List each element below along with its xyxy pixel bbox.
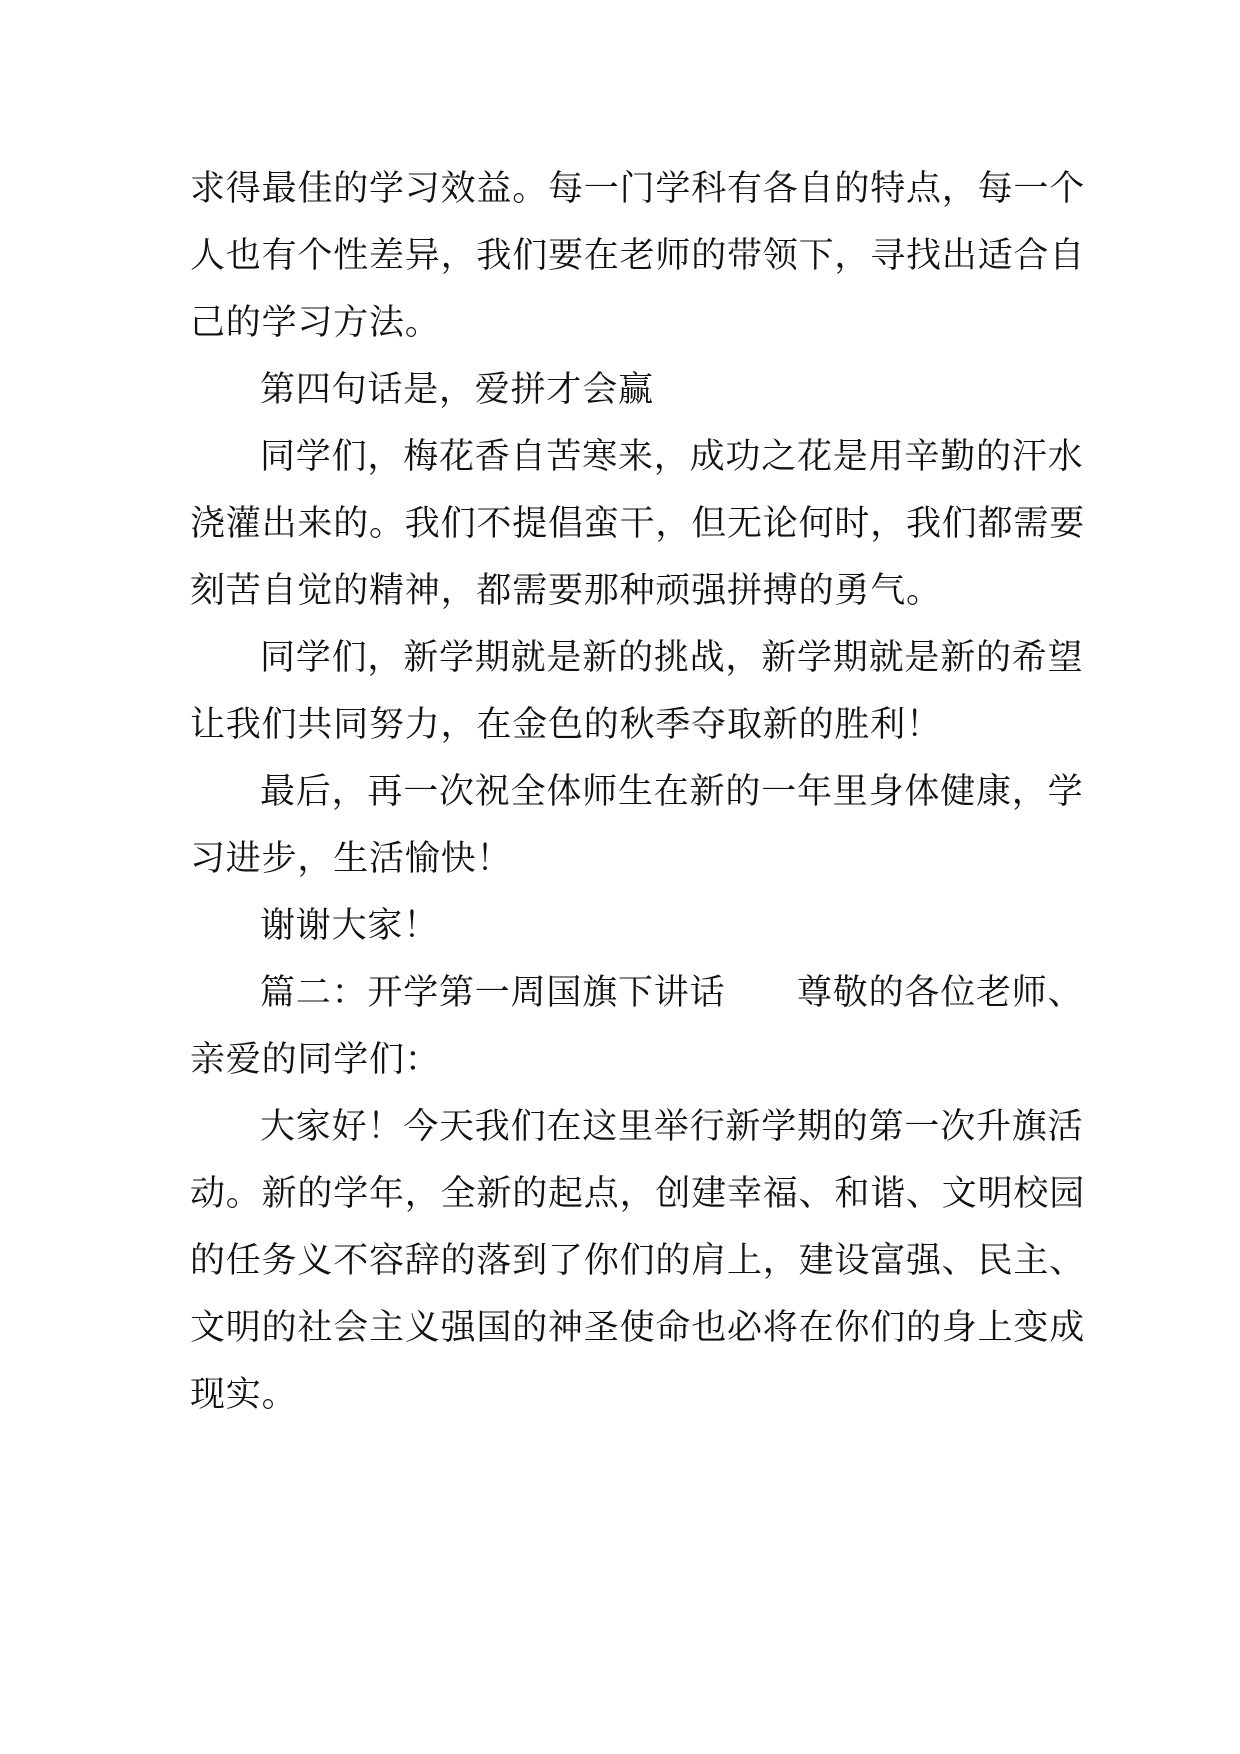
text-line: 己的学习方法。 — [190, 303, 441, 343]
text-line: 浇灌出来的。我们不提倡蛮干，但无论何时，我们都需要 — [190, 504, 1086, 544]
text-line: 人也有个性差异，我们要在老师的带领下，寻找出适合自 — [190, 236, 1086, 276]
text-line: 文明的社会主义强国的神圣使命也必将在你们的身上变成 — [190, 1308, 1086, 1348]
text-line: 同学们，梅花香自苦寒来，成功之花是用辛勤的汗水 — [260, 437, 1084, 477]
section-heading: 第四句话是，爱拼才会赢 — [260, 370, 654, 410]
text-line: 谢谢大家！ — [260, 906, 440, 946]
text-line: 亲爱的同学们： — [190, 1040, 441, 1080]
text-line: 的任务义不容辞的落到了你们的肩上，建设富强、民主、 — [190, 1241, 1086, 1281]
text-line: 让我们共同努力，在金色的秋季夺取新的胜利！ — [190, 705, 942, 745]
text-line: 习进步，生活愉快！ — [190, 839, 513, 879]
text-line: 大家好！今天我们在这里举行新学期的第一次升旗活 — [260, 1107, 1084, 1147]
section-heading: 篇二：开学第一周国旗下讲话 尊敬的各位老师、 — [260, 973, 1084, 1013]
text-line: 动。新的学年，全新的起点，创建幸福、和谐、文明校园 — [190, 1174, 1086, 1214]
text-line: 最后，再一次祝全体师生在新的一年里身体健康，学 — [260, 772, 1084, 812]
text-line: 同学们，新学期就是新的挑战，新学期就是新的希望 — [260, 638, 1084, 678]
text-line: 求得最佳的学习效益。每一门学科有各自的特点，每一个 — [190, 169, 1086, 209]
text-line: 现实。 — [190, 1375, 298, 1415]
text-line: 刻苦自觉的精神，都需要那种顽强拼搏的勇气。 — [190, 571, 942, 611]
